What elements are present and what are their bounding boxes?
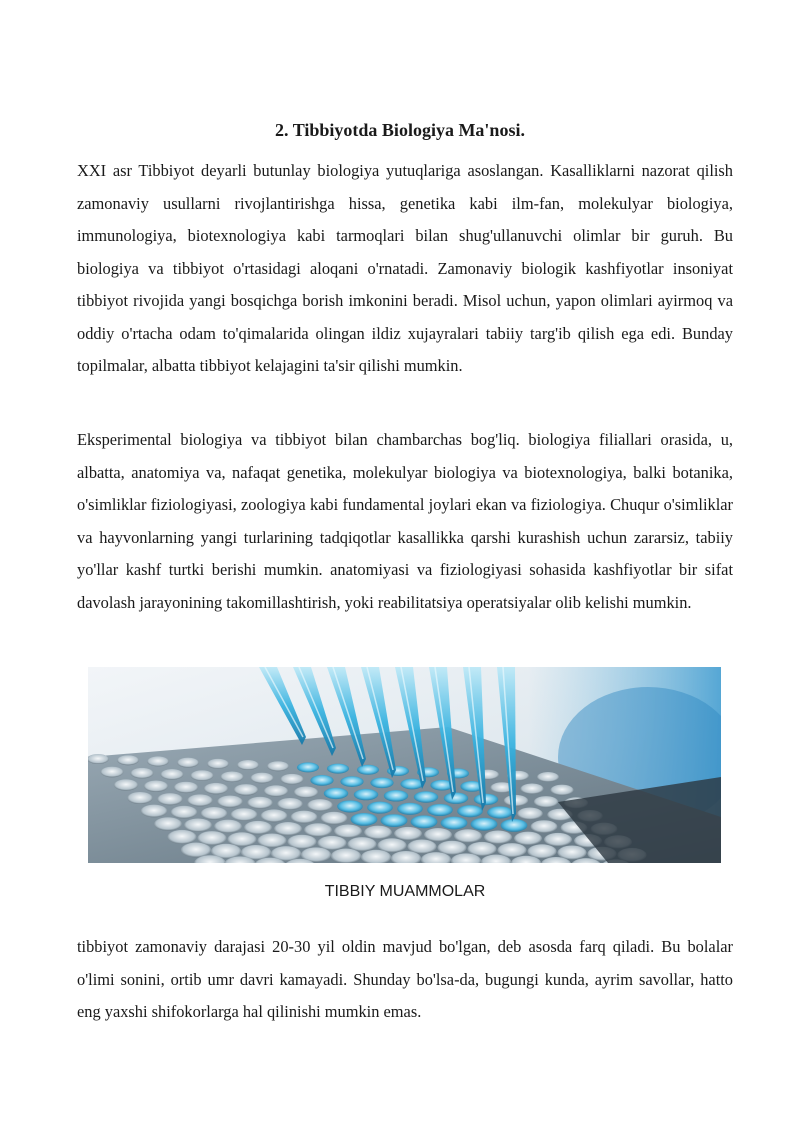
filled-well [297, 762, 319, 772]
lab-pipettes-photo [88, 667, 721, 863]
empty-well [250, 773, 273, 784]
paragraph-experimental: Eksperimental biologiya va tibbiyot bilan chambarchas bog'liq. biologiya filiallari orasida, u, albatta, anatomiya va, nafaqat genetika, molekulyar biologiya va biotexnologiya, balki botanika, o'simliklar fiziologiyasi, zoologiya kabi fundamental joylari ekan va fiziologiya. Chuqur o'simliklar va hayvonlarning yangi turlarining tadqiqotlar kasallikka qarshi kurashish uchun zararsiz, tabiiy yo'llar kashf turtki berishi mumkin. anatomiyasi va fiziologiyasi sohasida kashfiyotlar bir sifat davolash jarayonining takomillashtirish, yoki reabilitatsiya operatsiyalar olib kelishi mumkin. [77, 430, 733, 612]
empty-well [190, 770, 213, 781]
empty-well [187, 794, 213, 806]
figure-caption: TIBBIY MUAMMOLAR [324, 883, 486, 900]
filled-well [457, 805, 483, 817]
empty-well [114, 779, 138, 790]
filled-well [474, 794, 498, 805]
empty-well [231, 808, 258, 821]
empty-well [550, 785, 573, 796]
empty-well [157, 793, 183, 805]
empty-well [214, 820, 242, 834]
filled-well [340, 776, 363, 787]
filled-well [337, 800, 363, 812]
empty-well [247, 797, 273, 809]
empty-well [424, 828, 452, 842]
empty-well [531, 820, 558, 833]
filled-well [411, 815, 438, 828]
filled-well [324, 788, 348, 799]
filled-well [327, 764, 349, 774]
empty-well [167, 830, 196, 844]
filled-well [471, 818, 498, 831]
empty-well [454, 829, 482, 843]
empty-well [331, 849, 361, 863]
empty-well [334, 824, 362, 838]
empty-well [201, 807, 228, 820]
empty-well [544, 833, 572, 847]
empty-well [144, 781, 168, 792]
empty-well [130, 768, 153, 779]
empty-well [274, 822, 302, 836]
empty-well [277, 798, 303, 810]
empty-well [141, 805, 168, 818]
filled-well [357, 765, 379, 775]
empty-well [234, 784, 258, 795]
empty-well [307, 799, 333, 811]
empty-well [291, 811, 318, 824]
empty-well [244, 821, 272, 835]
empty-well [117, 755, 139, 765]
paragraph-modern-medicine: tibbiyot zamonaviy darajasi 20-30 yil oldin mavjud bo'lgan, deb asosda farq qiladi. Bu bolalar o'limi sonini, ortib umr davri kamayadi. Shunday bo'lsa-da, bugungi kunda, ayrim savollar, hatto eng yaxshi shifokorlarga hal qilinishi mumkin emas. [77, 937, 733, 1021]
filled-well [414, 791, 438, 802]
empty-well [127, 792, 153, 804]
filled-well [354, 789, 378, 800]
empty-well [304, 823, 332, 837]
empty-well [88, 754, 109, 764]
empty-well [100, 767, 123, 778]
filled-well [444, 793, 468, 804]
section-title: 2. Tibbiyotda Biologiya Ma'nosi. [275, 120, 525, 140]
empty-well [294, 787, 318, 798]
empty-well [184, 818, 212, 832]
empty-well [504, 795, 528, 806]
filled-well [351, 813, 378, 826]
filled-well [370, 777, 393, 788]
empty-well [534, 796, 558, 807]
empty-well [237, 760, 259, 770]
empty-well [280, 774, 303, 785]
filled-well [501, 819, 528, 832]
empty-well [171, 806, 198, 819]
paragraph-intro: XXI asr Tibbiyot deyarli butunlay biologiya yutuqlariga asoslangan. Kasalliklarni nazorat qilish zamonaviy usullarni rivojlantirishga hissa, genetika kabi ilm-fan, molekulyar biologiya, immunologiya, biotexnologiya kabi tarmoqlari bilan shug'ullanuvchi olimlar bir guruh. Bu biologiya va tibbiyot o'rtasidagi aloqani o'rnatadi. Zamonaviy biologik kashfiyotlar insoniyat tibbiyot rivojida yangi bosqichga borish imkonini beradi. Misol uchun, yapon olimlari ayirmoq va oddiy o'rtacha odam to'qimalarida olingan ildiz xujayralari tabiiy targ'ib qilish ega edi. Bunday topilmalar, albatta tibbiyot kelajagini ta'sir qilishi mumkin. [77, 161, 733, 375]
empty-well [177, 758, 199, 768]
empty-well [174, 782, 198, 793]
empty-well [321, 812, 348, 825]
empty-well [160, 769, 183, 780]
empty-well [220, 771, 243, 782]
filled-well [441, 817, 468, 830]
empty-well [204, 783, 228, 794]
empty-well [514, 832, 542, 846]
filled-well [384, 790, 408, 801]
empty-well [520, 783, 543, 794]
filled-well [397, 803, 423, 815]
empty-well [394, 827, 422, 841]
empty-well [217, 796, 243, 808]
empty-well [154, 817, 182, 831]
empty-well [207, 759, 229, 769]
filled-well [487, 806, 513, 818]
empty-well [517, 808, 543, 820]
filled-well [381, 814, 408, 827]
empty-well [537, 772, 559, 782]
filled-well [310, 775, 333, 786]
empty-well [484, 830, 512, 844]
empty-well [364, 826, 392, 840]
filled-well [367, 802, 393, 814]
empty-well [261, 809, 288, 822]
empty-well [264, 785, 288, 796]
filled-well [427, 804, 453, 816]
empty-well [147, 756, 169, 766]
empty-well [267, 761, 289, 771]
empty-well [181, 843, 211, 858]
